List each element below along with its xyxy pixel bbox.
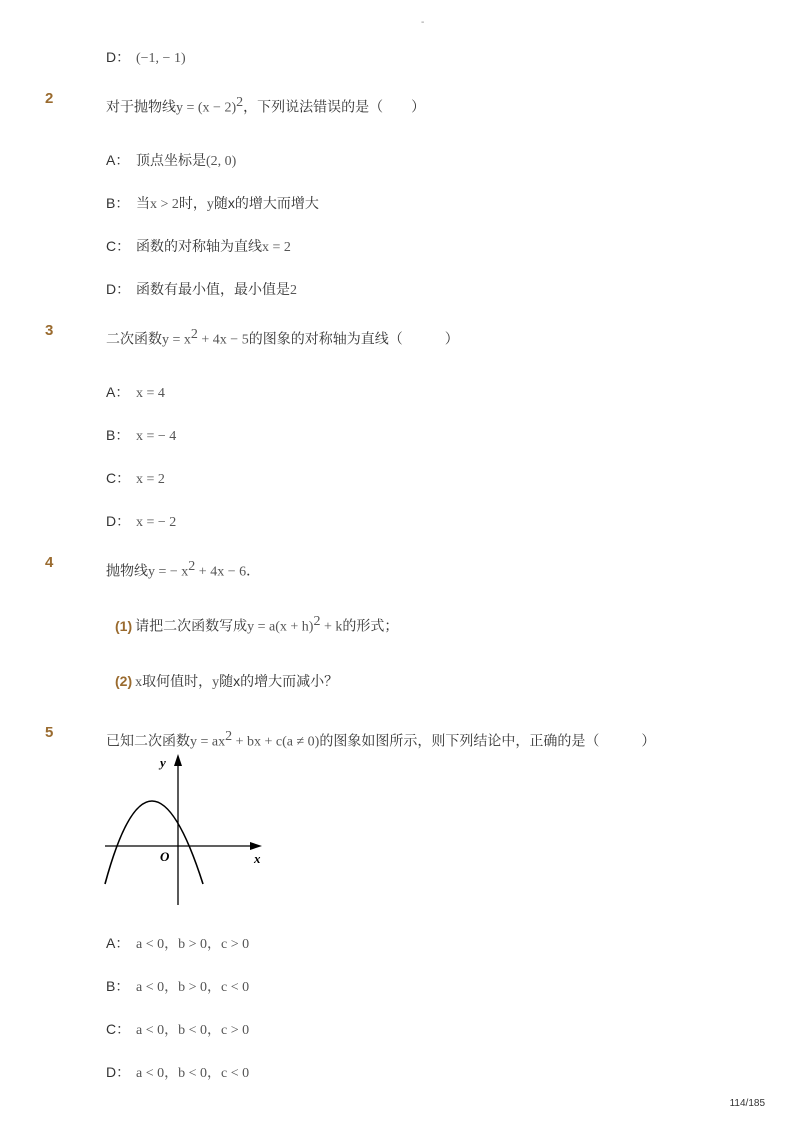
question-stem-3: 二次函数$y = x^2 + 4x - 5$的图象的对称轴为直线（ ） xyxy=(106,327,459,348)
q2-option-c[interactable]: C： 函数的对称轴为直线x = 2 xyxy=(106,238,291,255)
question-number-2: 2 xyxy=(45,90,54,107)
header-mark: - xyxy=(421,17,425,28)
q3-option-b[interactable]: B： x = − 4 xyxy=(106,427,177,444)
y-axis-label: y xyxy=(160,755,166,770)
page-number: 114/185 xyxy=(729,1098,765,1109)
option-label: D： xyxy=(106,49,131,65)
q5-option-b[interactable]: B： a < 0，b > 0，c < 0 xyxy=(106,978,250,995)
x-axis-arrow xyxy=(250,842,262,850)
q4-sub-2: (2) x取何值时，y随x的增大而减小？ xyxy=(115,673,339,690)
question-number-3: 3 xyxy=(45,322,54,339)
stem-math: y = (x − 2) xyxy=(176,100,237,116)
question-stem-4: 抛物线y = − $x^2 + 4x - 6$． xyxy=(106,559,261,580)
q4-sub-1: (1) 请把二次函数写成$y = a(x + h)^2 + k$的形式； xyxy=(115,614,399,635)
parabola-curve xyxy=(105,801,203,884)
option-math: (−1, − 1) xyxy=(136,51,186,66)
q3-option-d[interactable]: D： x = − 2 xyxy=(106,513,177,530)
question-stem-5: 已知二次函数$y = ax^2$ + bx + c(a ≠ 0)的图象如图所示，则下列结论中，正确的是（ ） xyxy=(106,729,656,750)
question-number-4: 4 xyxy=(45,554,54,571)
q5-option-a[interactable]: A： a < 0，b > 0，c > 0 xyxy=(106,935,250,952)
q2-option-d[interactable]: D： 函数有最小值，最小值是2 xyxy=(106,281,297,298)
prev-option-d[interactable] xyxy=(106,47,186,67)
x-axis-label: x xyxy=(254,851,261,866)
y-axis-arrow xyxy=(174,754,182,766)
q5-option-d[interactable]: D： a < 0，b < 0，c < 0 xyxy=(106,1064,250,1081)
q5-option-c[interactable]: C： a < 0，b < 0，c > 0 xyxy=(106,1021,250,1038)
q2-option-b[interactable]: B： 当x > 2时，y随x的增大而增大 xyxy=(106,195,319,212)
origin-label: O xyxy=(160,849,170,864)
q3-option-a[interactable]: A： x = 4 xyxy=(106,384,165,401)
question-stem-2: 对于抛物线$y = (x - 2)^2$，下列说法错误的是（ ） xyxy=(106,95,426,116)
q2-option-a[interactable]: A： 顶点坐标是(2, 0) xyxy=(106,152,237,169)
q3-option-c[interactable]: C： x = 2 xyxy=(106,470,165,487)
question-number-5: 5 xyxy=(45,724,54,741)
parabola-figure xyxy=(100,750,270,910)
